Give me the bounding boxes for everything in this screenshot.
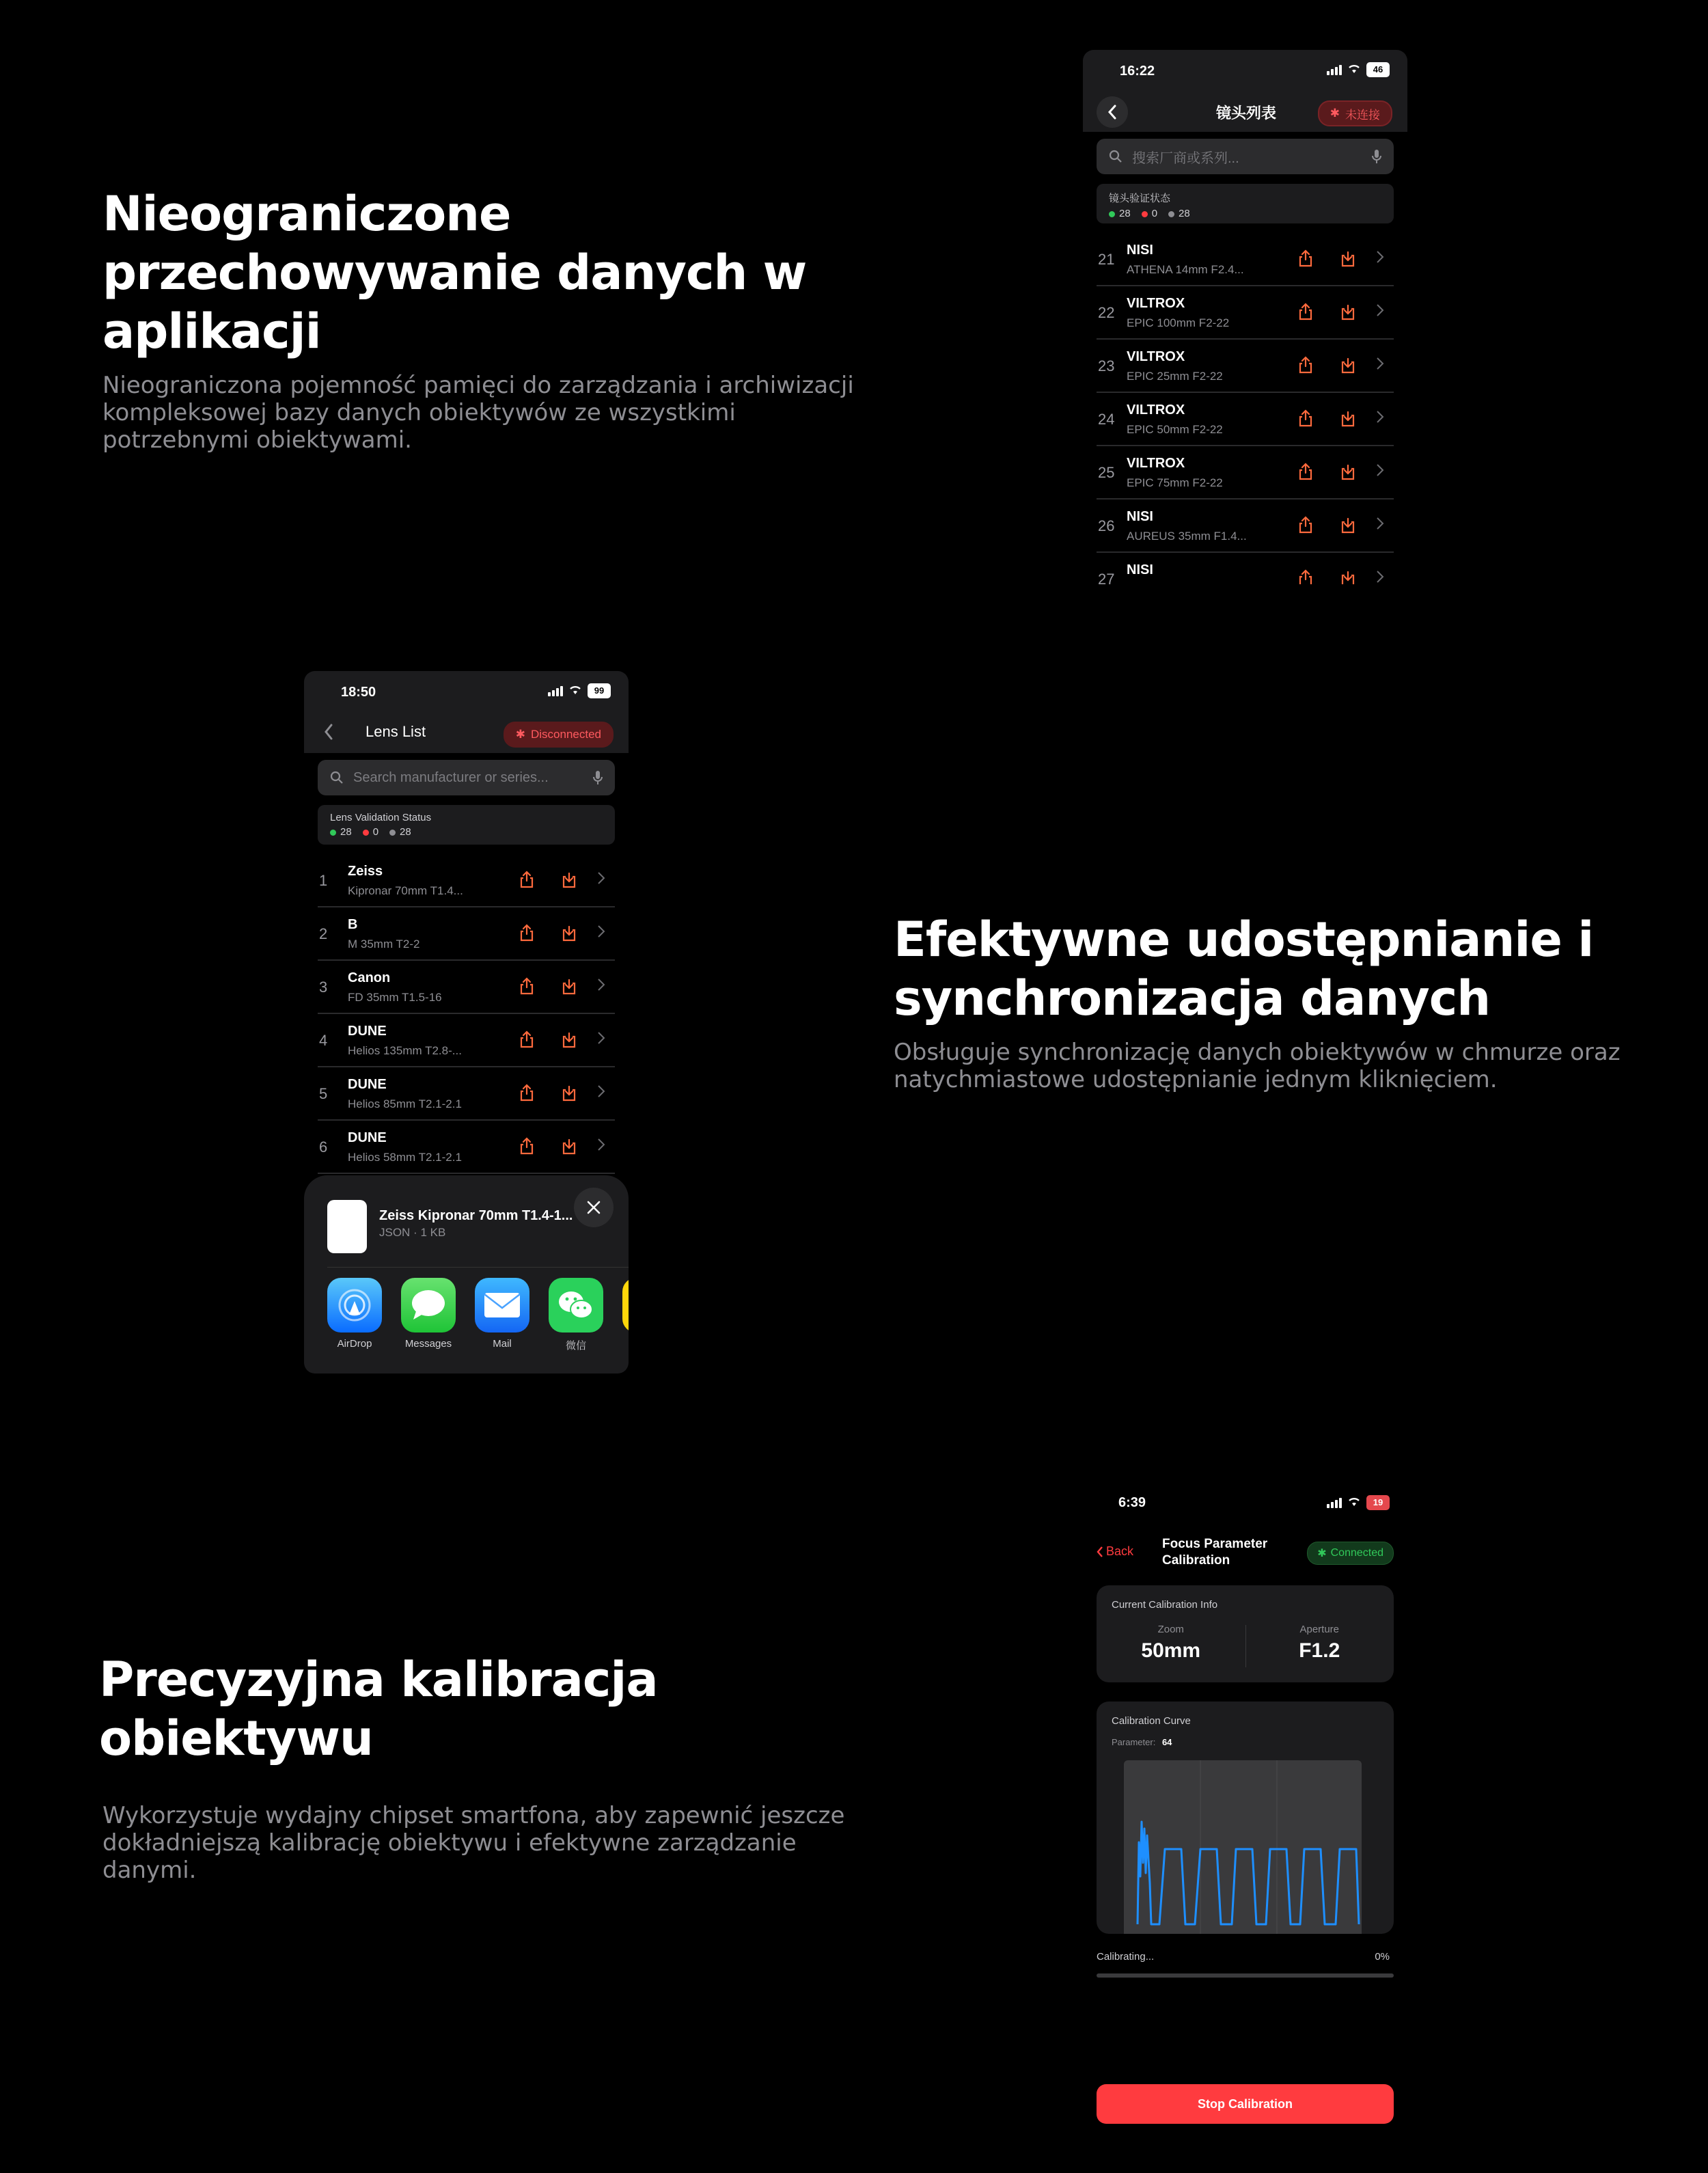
section3-heading: Precyzyjna kalibracja obiektywu (99, 1652, 658, 1766)
progress-bar (1097, 1973, 1394, 1978)
status-bar (1083, 1476, 1407, 1517)
section1-description: Nieograniczona pojemność pamięci do zarządzania i archiwizacji kompleksowej bazy danych obiektywów ze wszystkimi potrzebnymi obiektywami. (102, 372, 854, 454)
calibration-info-card: Current Calibration Info Zoom 50mm Aperture F1.2 (1097, 1585, 1394, 1682)
status-time: 18:50 (341, 685, 376, 700)
import-icon[interactable] (1340, 516, 1355, 534)
chevron-right-icon (1376, 303, 1384, 318)
lens-index: 27 (1098, 571, 1115, 584)
chevron-left-icon (323, 723, 334, 741)
section1-heading: Nieograniczone przechowywanie danych w aplikacji (102, 186, 807, 359)
import-lens-button[interactable] (562, 1030, 577, 1052)
lens-model: AUREUS 35mm F1.4... (1127, 530, 1247, 543)
signal-icon (548, 685, 563, 696)
lens-index: 25 (1098, 464, 1115, 481)
back-button[interactable] (323, 723, 334, 744)
airdrop-icon (327, 1278, 382, 1332)
lens-brand: B (348, 917, 358, 932)
share-icon[interactable] (519, 924, 534, 942)
import-lens-button[interactable] (1340, 356, 1355, 377)
chevron-right-icon (597, 924, 605, 939)
page-title: Lens List (366, 723, 426, 740)
search-icon (1109, 150, 1122, 163)
wifi-icon (568, 684, 582, 698)
lens-index: 6 (319, 1138, 328, 1156)
import-icon[interactable] (1340, 409, 1355, 427)
bluetooth-icon: ✱ (515, 728, 525, 741)
lens-model: EPIC 50mm F2-22 (1127, 423, 1223, 436)
validation-status-box: Lens Validation Status 28 0 28 (318, 805, 615, 845)
import-icon[interactable] (1340, 569, 1355, 584)
bluetooth-icon: ✱ (1330, 107, 1340, 120)
lens-row[interactable] (1097, 500, 1394, 553)
phone-calibration (1083, 1476, 1407, 2132)
chevron-right-icon (597, 1137, 605, 1152)
import-lens-button[interactable] (562, 1084, 577, 1105)
stop-calibration-button[interactable]: Stop Calibration (1097, 2084, 1394, 2124)
messages-icon (401, 1278, 456, 1332)
microphone-icon[interactable] (593, 770, 603, 785)
import-lens-button[interactable] (1340, 303, 1355, 324)
search-input[interactable]: Search manufacturer or series... (318, 760, 615, 795)
lens-brand: NISI (1127, 562, 1153, 577)
share-icon[interactable] (519, 871, 534, 888)
import-lens-button[interactable] (562, 871, 577, 892)
row-chevron (1376, 463, 1384, 481)
share-app-messages[interactable]: Messages (400, 1278, 457, 1350)
share-icon[interactable] (1298, 463, 1313, 480)
battery-icon: 19 (1366, 1495, 1390, 1510)
import-lens-button[interactable] (562, 1137, 577, 1158)
import-icon[interactable] (1340, 303, 1355, 320)
row-chevron (597, 871, 605, 889)
section2-description: Obsługuje synchronizację danych obiektywów w chmurze oraz natychmiastowe udostępnianie jednym kliknięciem. (894, 1039, 1621, 1093)
share-icon[interactable] (1298, 249, 1313, 267)
status-icons (1327, 62, 1390, 77)
import-lens-button[interactable] (1340, 516, 1355, 537)
lens-index: 23 (1098, 357, 1115, 374)
unknown-count: 28 (1168, 208, 1190, 219)
status-bar (1083, 50, 1407, 91)
share-lens-button[interactable] (519, 1084, 534, 1105)
share-icon[interactable] (1298, 356, 1313, 374)
import-icon[interactable] (562, 871, 577, 888)
battery-icon: 46 (1366, 62, 1390, 77)
connection-status-badge[interactable]: ✱ 未连接 (1318, 100, 1392, 126)
import-icon[interactable] (562, 1084, 577, 1102)
share-icon[interactable] (1298, 569, 1313, 584)
lens-model: EPIC 75mm F2-22 (1127, 476, 1223, 489)
import-icon[interactable] (1340, 463, 1355, 480)
lens-brand: DUNE (348, 1077, 387, 1092)
status-icons (548, 683, 611, 698)
import-icon[interactable] (1340, 249, 1355, 267)
import-lens-button[interactable] (562, 977, 577, 998)
calibration-curve-plot (1124, 1760, 1362, 1934)
chevron-left-icon (1107, 104, 1118, 120)
lens-brand: Zeiss (348, 864, 383, 879)
validation-status-box: 镜头验证状态 28 0 28 (1097, 184, 1394, 223)
notes-icon (622, 1278, 629, 1332)
progress-label: Calibrating... (1097, 1951, 1155, 1963)
lens-row[interactable] (1097, 553, 1394, 584)
back-button[interactable] (1097, 96, 1128, 128)
section3-description: Wykorzystuje wydajny chipset smartfona, aby zapewnić jeszcze dokładniejszą kalibrację obiektywu i efektywne zarządzanie danymi. (102, 1802, 845, 1884)
chevron-right-icon (1376, 356, 1384, 371)
lens-model: FD 35mm T1.5-16 (348, 991, 442, 1004)
share-lens-button[interactable] (1298, 463, 1313, 484)
chevron-right-icon (1376, 516, 1384, 531)
lens-brand: NISI (1127, 243, 1153, 258)
row-chevron (597, 977, 605, 996)
lens-row[interactable] (1097, 446, 1394, 500)
share-icon[interactable] (1298, 409, 1313, 427)
section2-text (894, 910, 1679, 1093)
file-icon (327, 1200, 367, 1253)
lens-model: Helios 58mm T2.1-2.1 (348, 1151, 462, 1164)
chevron-right-icon (597, 1030, 605, 1046)
lens-model: Helios 135mm T2.8-... (348, 1044, 462, 1057)
share-icon[interactable] (519, 977, 534, 995)
share-icon[interactable] (1298, 516, 1313, 534)
lens-index: 3 (319, 979, 328, 996)
wifi-icon (1347, 63, 1361, 77)
nav-bar (1083, 91, 1407, 132)
lens-index: 22 (1098, 304, 1115, 321)
lens-brand: DUNE (348, 1024, 387, 1039)
import-lens-button[interactable] (1340, 569, 1355, 584)
share-lens-button[interactable] (1298, 516, 1313, 537)
share-lens-button[interactable] (1298, 409, 1313, 430)
import-lens-button[interactable] (1340, 249, 1355, 271)
lens-index: 26 (1098, 517, 1115, 534)
share-app-partial[interactable] (621, 1278, 629, 1332)
row-chevron (597, 924, 605, 942)
status-time: 16:22 (1120, 64, 1155, 79)
page-title: 镜头列表 (1216, 105, 1277, 122)
mail-icon (475, 1278, 529, 1332)
status-bar (304, 671, 629, 712)
calibration-curve-card: Calibration Curve Parameter: 64 (1097, 1702, 1394, 1934)
lens-index: 5 (319, 1085, 328, 1102)
chevron-right-icon (597, 977, 605, 992)
share-lens-button[interactable] (519, 977, 534, 998)
section3-text (99, 1650, 885, 1884)
connection-status-badge[interactable]: ✱ Connected (1307, 1542, 1394, 1565)
lens-model: Helios 85mm T2.1-2.1 (348, 1097, 462, 1110)
share-file-meta: JSON · 1 KB (379, 1226, 446, 1239)
share-app-airdrop[interactable]: AirDrop (326, 1278, 383, 1350)
lens-model: ATHENA 14mm F2.4... (1127, 263, 1244, 276)
share-app-wechat[interactable]: 微信 (547, 1278, 605, 1352)
lens-row[interactable] (318, 854, 615, 907)
wifi-icon (1347, 1496, 1361, 1510)
phone-lens-list-cn (1083, 50, 1407, 584)
share-lens-button[interactable] (519, 924, 534, 945)
share-lens-button[interactable] (519, 871, 534, 892)
row-chevron (1376, 409, 1384, 428)
lens-model: EPIC 25mm F2-22 (1127, 370, 1223, 383)
page-title: Focus Parameter Calibration (1162, 1537, 1268, 1568)
chevron-right-icon (597, 1084, 605, 1099)
row-chevron (597, 1084, 605, 1102)
lens-index: 24 (1098, 411, 1115, 428)
lens-row[interactable] (318, 907, 615, 961)
import-icon[interactable] (562, 924, 577, 942)
lens-index: 2 (319, 925, 328, 942)
valid-count: 28 (1109, 208, 1131, 219)
lens-model: Kipronar 70mm T1.4... (348, 884, 463, 897)
close-icon (586, 1200, 601, 1215)
share-icon[interactable] (519, 1030, 534, 1048)
share-lens-button[interactable] (519, 1137, 534, 1158)
share-icon[interactable] (1298, 303, 1313, 320)
share-app-mail[interactable]: Mail (473, 1278, 531, 1350)
row-chevron (597, 1030, 605, 1049)
wechat-icon (549, 1278, 603, 1332)
chevron-right-icon (1376, 569, 1384, 584)
import-icon[interactable] (562, 1030, 577, 1048)
lens-row[interactable] (1097, 233, 1394, 286)
phone-lens-list-en (304, 671, 629, 1374)
connection-status-badge[interactable]: ✱ Disconnected (504, 722, 614, 748)
share-lens-button[interactable] (1298, 356, 1313, 377)
lens-brand: VILTROX (1127, 402, 1185, 418)
lens-row[interactable] (318, 961, 615, 1014)
battery-icon: 99 (588, 683, 611, 698)
chevron-right-icon (1376, 463, 1384, 478)
lens-brand: NISI (1127, 509, 1153, 524)
lens-brand: DUNE (348, 1130, 387, 1145)
import-icon[interactable] (1340, 356, 1355, 374)
lens-row[interactable] (318, 1067, 615, 1121)
divider (327, 1267, 629, 1268)
row-chevron (1376, 356, 1384, 374)
invalid-count: 0 (1142, 208, 1157, 219)
lens-model: M 35mm T2-2 (348, 938, 420, 951)
lens-brand: VILTROX (1127, 349, 1185, 364)
lens-row[interactable] (318, 1121, 615, 1174)
section1-text (102, 184, 854, 454)
top-bar (1083, 50, 1407, 132)
close-share-button[interactable] (574, 1188, 614, 1227)
import-lens-button[interactable] (1340, 463, 1355, 484)
zoom-info: Zoom 50mm (1141, 1624, 1201, 1662)
import-icon[interactable] (562, 1137, 577, 1155)
bluetooth-icon: ✱ (1317, 1548, 1327, 1559)
share-file-name: Zeiss Kipronar 70mm T1.4-1... (379, 1208, 573, 1223)
share-lens-button[interactable] (1298, 303, 1313, 324)
unknown-count: 28 (389, 826, 411, 838)
lens-row[interactable] (1097, 340, 1394, 393)
signal-icon (1327, 64, 1342, 75)
import-lens-button[interactable] (1340, 409, 1355, 430)
lens-brand: VILTROX (1127, 456, 1185, 471)
lens-row[interactable] (1097, 393, 1394, 446)
lens-list (318, 854, 615, 1174)
lens-index: 4 (319, 1032, 328, 1049)
signal-icon (1327, 1497, 1342, 1508)
search-icon (330, 771, 344, 784)
share-lens-button[interactable] (519, 1030, 534, 1052)
section2-heading: Efektywne udostępnianie i synchronizacja danych (894, 912, 1594, 1026)
share-sheet (304, 1175, 629, 1374)
lens-index: 1 (319, 872, 328, 889)
search-input[interactable]: 搜索厂商或系列... (1097, 139, 1394, 174)
lens-list (1097, 233, 1394, 584)
import-lens-button[interactable] (562, 924, 577, 945)
lens-brand: Canon (348, 970, 391, 985)
share-lens-button[interactable] (1298, 249, 1313, 271)
row-chevron (1376, 249, 1384, 268)
status-icons (1327, 1495, 1390, 1510)
row-chevron (1376, 569, 1384, 584)
row-chevron (1376, 303, 1384, 321)
invalid-count: 0 (363, 826, 378, 838)
share-icon[interactable] (519, 1137, 534, 1155)
row-chevron (1376, 516, 1384, 534)
lens-row[interactable] (1097, 286, 1394, 340)
chevron-right-icon (1376, 409, 1384, 424)
nav-bar (304, 712, 629, 753)
microphone-icon[interactable] (1372, 149, 1381, 164)
top-bar (304, 671, 629, 753)
status-time: 6:39 (1118, 1495, 1146, 1510)
parameter-readout: Parameter: 64 (1112, 1737, 1172, 1747)
chevron-right-icon (1376, 249, 1384, 264)
lens-index: 21 (1098, 251, 1115, 268)
row-chevron (597, 1137, 605, 1156)
back-button[interactable]: Back (1097, 1544, 1133, 1559)
lens-brand: VILTROX (1127, 296, 1185, 311)
share-icon[interactable] (519, 1084, 534, 1102)
progress-percent: 0% (1375, 1951, 1390, 1963)
lens-model: EPIC 100mm F2-22 (1127, 316, 1230, 329)
share-lens-button[interactable] (1298, 569, 1313, 584)
calibration-curve-line (1138, 1822, 1359, 1924)
lens-row[interactable] (318, 1014, 615, 1067)
chevron-right-icon (597, 871, 605, 886)
aperture-info: Aperture F1.2 (1299, 1624, 1340, 1662)
import-icon[interactable] (562, 977, 577, 995)
valid-count: 28 (330, 826, 352, 838)
chevron-left-icon (1097, 1546, 1103, 1558)
